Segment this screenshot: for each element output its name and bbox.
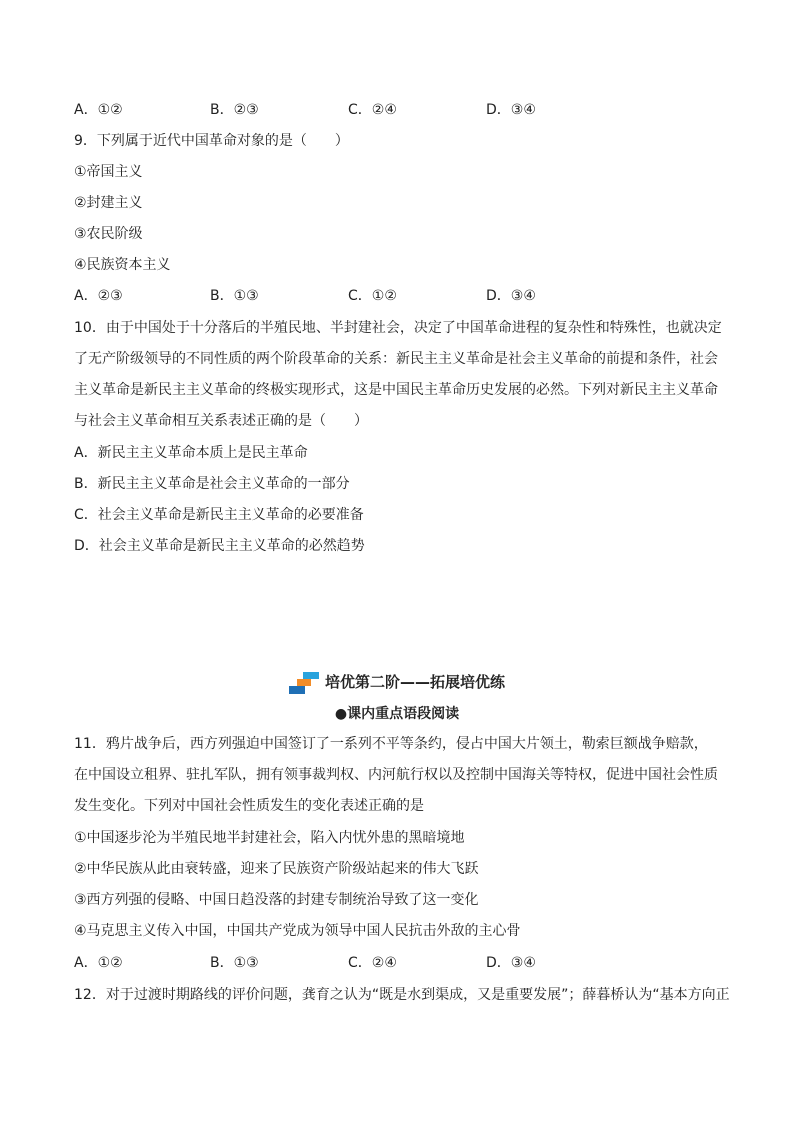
q11-item-4: ④马克思主义传入中国，中国共产党成为领导中国人民抗击外敌的主心骨 (74, 923, 521, 939)
q11-item-2: ②中华民族从此由衰转盛，迎来了民族资产阶级站起来的伟大飞跃 (74, 861, 479, 877)
q11-item-3: ③西方列强的侵略、中国日趋没落的封建专制统治导致了这一变化 (74, 892, 479, 908)
logo-block-bottom (289, 686, 305, 694)
q11-item-1: ①中国逐步沦为半殖民地半封建社会，陷入内忧外患的黑暗境地 (74, 830, 465, 846)
q9-option-b: B．①③ (210, 288, 259, 304)
logo-block-top (303, 672, 319, 679)
q8-option-c: C．②④ (348, 102, 397, 118)
logo-block-middle (297, 679, 311, 686)
q10-option-a: A．新民主主义革命本质上是民主革命 (74, 445, 308, 461)
q8-option-a: A．①② (74, 102, 123, 118)
q10-stem-line-3: 主义革命是新民主主义革命的终极实现形式，这是中国民主革命历史发展的必然。下列对新民主主义革命 (74, 382, 718, 398)
q9-item-1: ①帝国主义 (74, 164, 143, 180)
q9-option-d: D．③④ (486, 288, 536, 304)
q11-option-d: D．③④ (486, 955, 536, 971)
q11-stem-line-1: 11．鸦片战争后，西方列强迫中国签订了一系列不平等条约，侵占中国大片领土，勒索巨额战争赔款， (74, 736, 708, 752)
q11-option-c: C．②④ (348, 955, 397, 971)
q9-option-a: A．②③ (74, 288, 123, 304)
q11-stem-line-3: 发生变化。下列对中国社会性质发生的变化表述正确的是 (74, 798, 424, 814)
q11-option-a: A．①② (74, 955, 123, 971)
q9-item-4: ④民族资本主义 (74, 257, 171, 273)
q10-option-c: C．社会主义革命是新民主主义革命的必要准备 (74, 507, 364, 523)
q8-option-d: D．③④ (486, 102, 536, 118)
q10-option-d: D．社会主义革命是新民主主义革命的必然趋势 (74, 538, 365, 554)
q8-options (74, 100, 574, 120)
q9-item-2: ②封建主义 (74, 195, 143, 211)
q9-option-c: C．①② (348, 288, 397, 304)
q11-options (74, 953, 574, 973)
section-title-text: 培优第二阶——拓展培优练 (324, 673, 505, 691)
q10-stem-line-2: 了无产阶级领导的不同性质的两个阶段革命的关系：新民主主义革命是社会主义革命的前提和条件，社会 (74, 351, 718, 367)
q10-stem-line-1: 10．由于中国处于十分落后的半殖民地、半封建社会，决定了中国革命进程的复杂性和特殊性，也就决定 (74, 320, 722, 336)
q10-stem-line-4: 与社会主义革命相互关系表述正确的是（ ） (74, 413, 368, 429)
q8-option-b: B．②③ (210, 102, 259, 118)
section-subtitle: ●课内重点语段阅读 (334, 706, 460, 722)
q9-stem: 9．下列属于近代中国革命对象的是（ ） (74, 133, 349, 149)
q10-option-b: B．新民主主义革命是社会主义革命的一部分 (74, 476, 350, 492)
q9-options (74, 286, 574, 306)
q11-stem-line-2: 在中国设立租界、驻扎军队，拥有领事裁判权、内河航行权以及控制中国海关等特权，促进中国社会性质 (74, 767, 718, 783)
section-title (0, 670, 794, 694)
q9-item-3: ③农民阶级 (74, 226, 143, 242)
q12-stem-line-1: 12．对于过渡时期路线的评价问题，龚育之认为“既是水到渠成，又是重要发展”；薛暮桥认为“基本方向正 (74, 987, 730, 1003)
q11-option-b: B．①③ (210, 955, 259, 971)
stairs-logo-icon (289, 672, 319, 694)
